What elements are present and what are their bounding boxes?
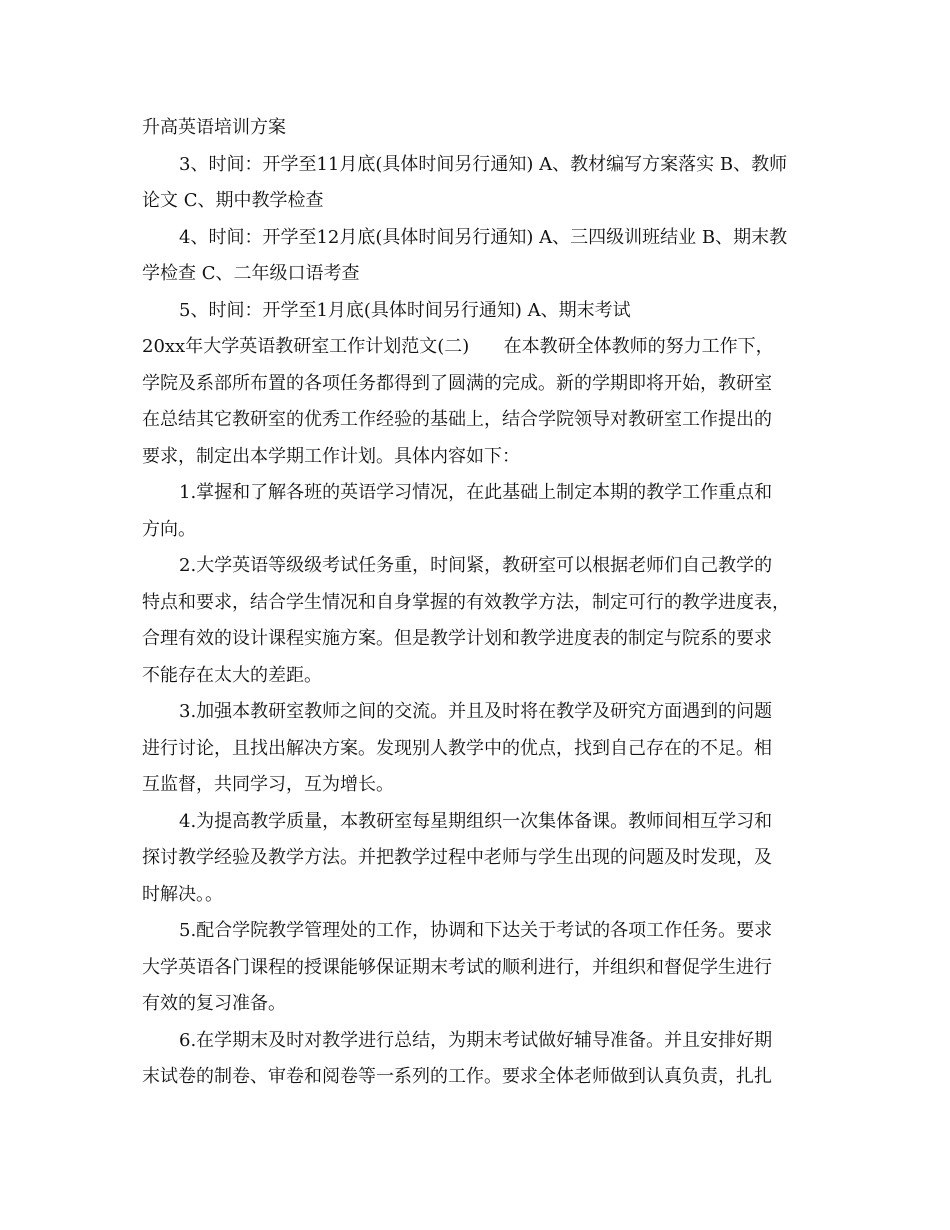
text-line-25: 有效的复习准备。 bbox=[142, 993, 286, 1014]
text-line-17: 3.加强本教研室教师之间的交流。并且及时将在教学及研究方面遇到的问题 bbox=[179, 701, 773, 722]
text-line-5: 学检查 C、二年级口语考查 bbox=[142, 263, 360, 284]
text-line-21: 探讨教学经验及教学方法。并把教学过程中老师与学生出现的问题及时发现，及 bbox=[142, 847, 772, 868]
text-line-16: 不能存在太大的差距。 bbox=[142, 664, 322, 686]
text-line-2: 3、时间：开学至11月底(具体时间另行通知) A、教材编写方案落实 B、教师 bbox=[179, 153, 788, 175]
section-heading-line: 20xx年大学英语教研室工作计划范文(二) 在本教研全体教师的努力工作下， bbox=[142, 336, 774, 357]
text-line-12: 方向。 bbox=[142, 518, 196, 540]
text-line-6: 5、时间：开学至1月底(具体时间另行通知) A、期末考试 bbox=[179, 299, 631, 321]
text-line-11: 1.掌握和了解各班的英语学习情况，在此基础上制定本期的教学工作重点和 bbox=[179, 482, 773, 503]
text-line-18: 进行讨论，且找出解决方案。发现别人教学中的优点，找到自己存在的不足。相 bbox=[142, 737, 772, 759]
text-line-8: 学院及系部所布置的各项任务都得到了圆满的完成。新的学期即将开始，教研室 bbox=[142, 372, 772, 394]
text-line-23: 5.配合学院教学管理处的工作，协调和下达关于考试的各项工作任务。要求 bbox=[179, 920, 773, 941]
text-line-10: 要求，制定出本学期工作计划。具体内容如下： bbox=[142, 445, 520, 467]
text-line-3: 论文 C、期中教学检查 bbox=[142, 190, 324, 211]
text-line-15: 合理有效的设计课程实施方案。但是教学计划和教学进度表的制定与院系的要求 bbox=[142, 628, 772, 649]
text-line-4: 4、时间：开学至12月底(具体时间另行通知) A、三四级训班结业 B、期末教 bbox=[179, 226, 788, 248]
text-line-20: 4.为提高教学质量，本教研室每星期组织一次集体备课。教师间相互学习和 bbox=[179, 810, 773, 832]
text-line-13: 2.大学英语等级级考试任务重，时间紧，教研室可以根据老师们自己教学的 bbox=[179, 555, 773, 576]
text-line-27: 末试卷的制卷、审卷和阅卷等一系列的工作。要求全体老师做到认真负责，扎扎 bbox=[142, 1066, 772, 1087]
text-line-19: 互监督，共同学习，互为增长。 bbox=[142, 774, 394, 795]
document-body bbox=[142, 110, 810, 1096]
text-line-26: 6.在学期末及时对教学进行总结，为期末考试做好辅导准备。并且安排好期 bbox=[179, 1029, 773, 1051]
text-line-1: 升高英语培训方案 bbox=[142, 117, 286, 138]
text-line-14: 特点和要求，结合学生情况和自身掌握的有效教学方法，制定可行的教学进度表， bbox=[142, 591, 790, 613]
text-line-9: 在总结其它教研室的优秀工作经验的基础上，结合学院领导对教研室工作提出的 bbox=[142, 409, 772, 430]
text-line-22: 时解决。。 bbox=[142, 883, 223, 905]
text-line-24: 大学英语各门课程的授课能够保证期末考试的顺利进行，并组织和督促学生进行 bbox=[142, 956, 772, 978]
